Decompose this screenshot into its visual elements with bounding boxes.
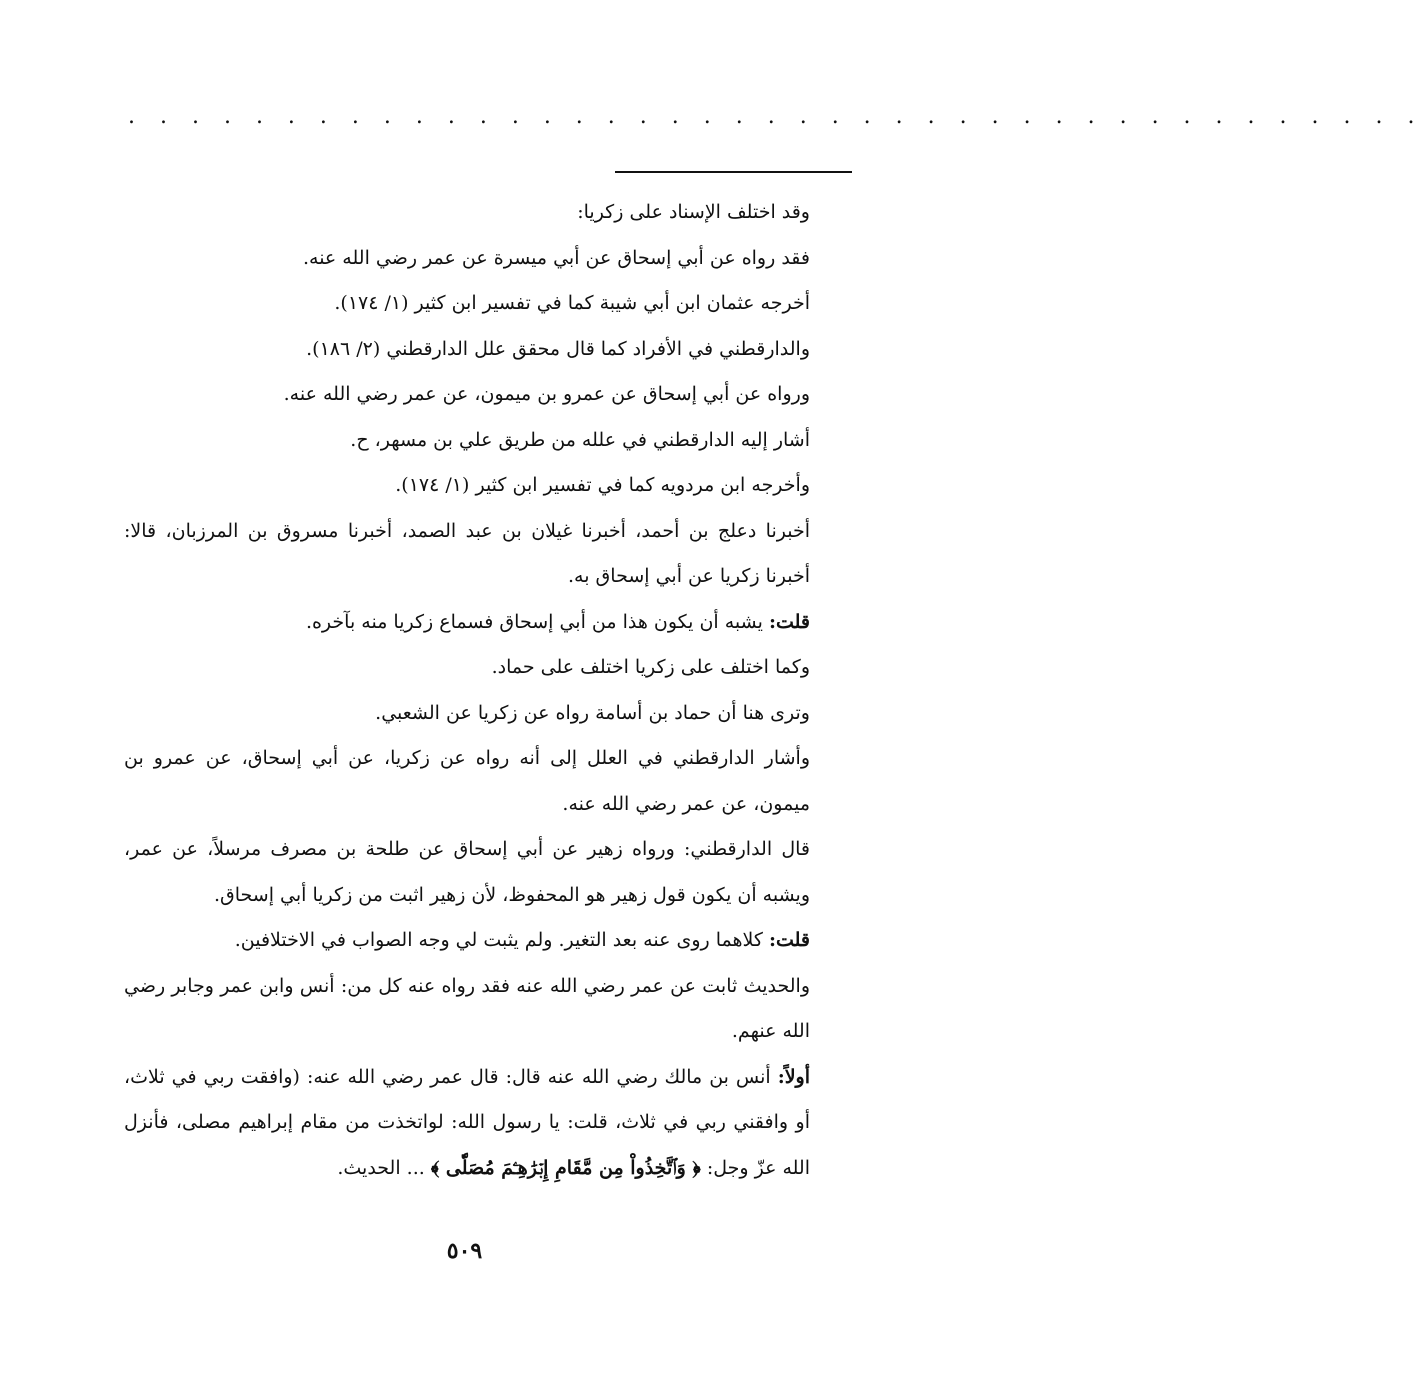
paragraph: وأشار الدارقطني في العلل إلى أنه رواه عن زكريا، عن أبي إسحاق، عن عمرو بن ميمون، عن عمر رضي الله عنه.	[124, 747, 810, 815]
paragraph-text: يشبه أن يكون هذا من أبي إسحاق فسماع زكريا منه بآخره.	[305, 610, 763, 633]
header-rule	[615, 171, 852, 173]
quran-verse: ﴿ وَٱتَّخِذُواْ مِن مَّقَامِ إِبۡرَٰهِـۧمَ مُصَلّٗى ﴾	[430, 1156, 701, 1179]
awwalan-label: أولاً:	[777, 1065, 810, 1088]
paragraph	[124, 918, 856, 964]
paragraph: والدارقطني في الأفراد كما قال محقق علل الدارقطني (٢/ ١٨٦).	[306, 337, 810, 360]
page-number: ٥٠٩	[446, 1238, 483, 1264]
paragraph: ورواه عن أبي إسحاق عن عمرو بن ميمون، عن عمر رضي الله عنه.	[283, 383, 810, 405]
paragraph-text: أنس بن مالك رضي الله عنه قال: قال عمر رضي الله عنه: (وافقت ربي في ثلاث، أو وافقني ربي في ثلاث، قلت: يا رسول الله: لواتخذت من مقام إبراهيم مصلى، فأنزل الله عزّ وجل:	[124, 1065, 810, 1179]
paragraph: وترى هنا أن حماد بن أسامة رواه عن زكريا عن الشعبي.	[375, 701, 810, 724]
paragraph: قال الدارقطني: ورواه زهير عن أبي إسحاق عن طلحة بن مصرف مرسلاً، عن عمر، ويشبه أن يكون قول زهير هو المحفوظ، لأن زهير اثبت من زكريا أبي إسحاق.	[124, 838, 810, 906]
paragraph: وأخرجه ابن مردويه كما في تفسير ابن كثير (١/ ١٧٤).	[395, 474, 810, 496]
paragraph: والحديث ثابت عن عمر رضي الله عنه فقد رواه عنه كل من: أنس وابن عمر وجابر رضي الله عنهم.	[124, 974, 810, 1042]
paragraph	[124, 600, 856, 646]
paragraph-text: كلاهما روى عنه بعد التغير. ولم يثبت لي وجه الصواب في الاختلافين.	[234, 929, 763, 951]
paragraph: وكما اختلف على زكريا اختلف على حماد.	[491, 656, 810, 678]
page-body	[124, 190, 856, 1191]
qult-label: قلت:	[768, 929, 810, 951]
header-dotted-line: . . . . . . . . . . . . . . . . . . . . . . . . . . . . . . . . . . . . . . . . .	[128, 104, 1423, 129]
paragraph: أخرجه عثمان ابن أبي شيبة كما في تفسير ابن كثير (١/ ١٧٤).	[334, 292, 810, 314]
paragraph: أشار إليه الدارقطني في علله من طريق علي بن مسهر، ح.	[350, 428, 810, 451]
qult-label: قلت:	[768, 610, 810, 633]
paragraph-text: ... الحديث.	[337, 1156, 425, 1179]
paragraph: أخبرنا دعلج بن أحمد، أخبرنا غيلان بن عبد الصمد، أخبرنا مسروق بن المرزبان، قالا: أخبرنا زكريا عن أبي إسحاق به.	[124, 519, 810, 587]
paragraph	[124, 1055, 856, 1192]
paragraph: وقد اختلف الإسناد على زكريا:	[577, 201, 810, 223]
paragraph: فقد رواه عن أبي إسحاق عن أبي ميسرة عن عمر رضي الله عنه.	[302, 246, 810, 269]
